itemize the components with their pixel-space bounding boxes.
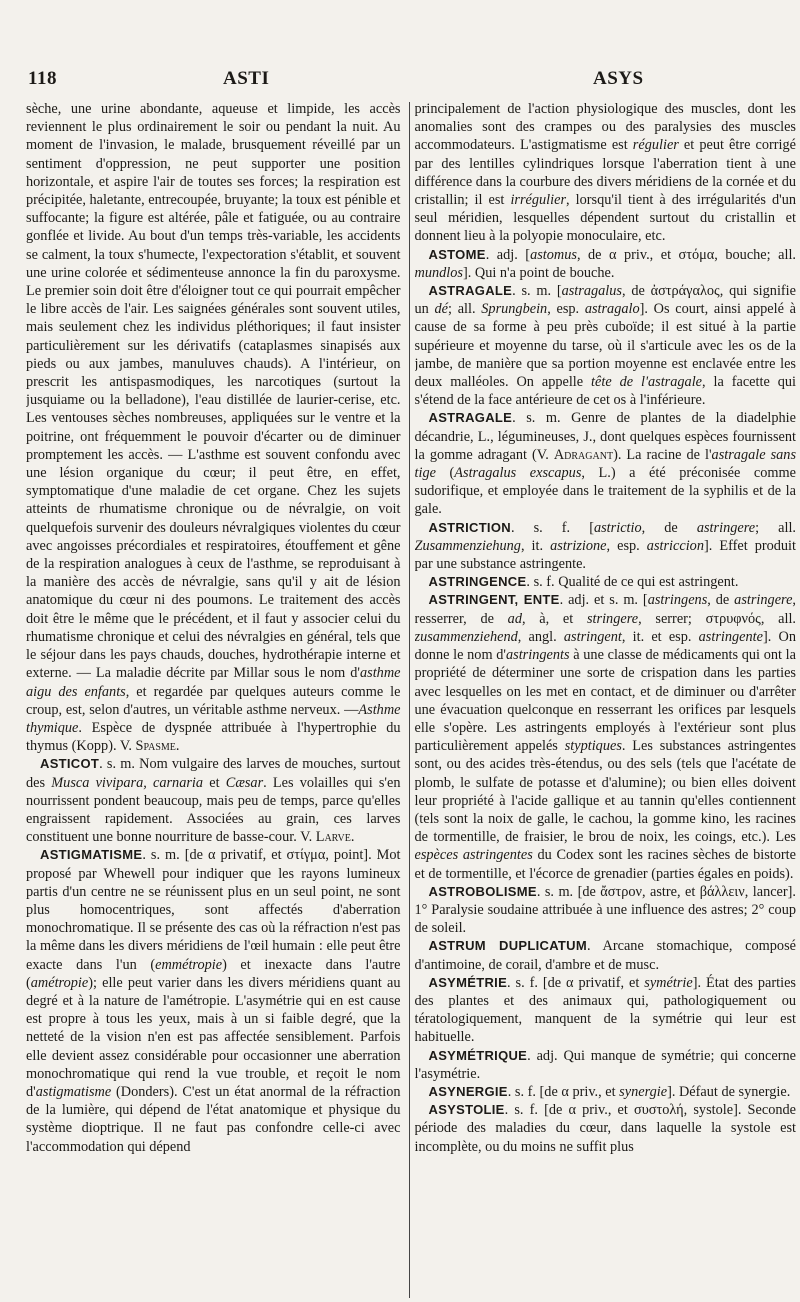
dictionary-entry — [415, 591, 797, 882]
body-text: principalement de l'action physiologique des muscles, dont les anomalies sont des crampes ou des paralysies des muscles accommodateurs. L'astigmatisme est — [414, 101, 796, 154]
headword: ASTRUM DUPLICATUM — [428, 938, 587, 954]
italic-text: astringente — [698, 628, 763, 645]
italic-text: astringents — [505, 647, 570, 664]
body-text: . Les substances astringentes sont, ou des acides très-étendus, ou des sels (tels que l'acétate de plomb, le sulfate de potasse et d'alumine); ou bien elles doivent leur propriété à l'acide gallique et au tannin qu'elles contiennent (tels sont la noix de galle, le cachou, la gomme kino, les racines de tormentille, de fraisier, le brou de noix, les coings, etc.). Les — [414, 738, 796, 846]
body-text: . Arcane stomachique, composé d'antimoine, de corail, d'ambre et de musc. — [414, 938, 796, 973]
dictionary-entry — [415, 974, 797, 1047]
italic-text: tête de l'astragale — [591, 374, 703, 391]
left-running-head: ASTI — [223, 68, 270, 89]
italic-text: irrégulier — [510, 192, 567, 209]
body-text: . adj. [ — [485, 246, 531, 263]
italic-text: zusammenziehend — [414, 628, 518, 645]
body-text: ); elle peut varier dans les divers méridiens quant au degré et à la nature de l'amétropie. L'asymétrie qui en est cause est propre à tous les yeux, mais à un si faible degré, que la netteté de la vision n'en est pas affectée sensiblement. Parfois elle devient assez considérable pour occasionner une aberration monochromatique qui rend la vue trouble, et reçoit le nom d' — [26, 974, 401, 1100]
dictionary-entry — [26, 755, 401, 846]
italic-text: astringens — [647, 592, 708, 609]
right-running-head: ASYS — [593, 68, 644, 89]
body-text: . s. f. [de α priv., et — [507, 1083, 620, 1100]
body-text: ; all. — [755, 519, 796, 536]
body-text: , la facette qui s'étend de la face antérieure de cet os à l'inférieure. — [414, 374, 796, 409]
italic-text: mundlos — [414, 264, 463, 281]
italic-text: Astragalus exscapus — [454, 465, 582, 482]
running-header — [28, 68, 786, 96]
body-text: . Espèce de dyspnée attribuée à l'hypertrophie du thymus (Kopp). V. — [26, 719, 401, 755]
page-number: 118 — [28, 68, 57, 89]
body-text: , esp. — [606, 537, 647, 554]
italic-text: astigmatisme — [35, 1083, 112, 1100]
headword: ASYNERGIE — [428, 1083, 508, 1099]
body-text: , resserrer, de — [414, 592, 796, 627]
continued-text — [26, 100, 401, 755]
body-text: . adj. Qui manque de symétrie; qui concerne l'asymétrie. — [414, 1047, 796, 1082]
body-text: , de — [641, 519, 697, 536]
body-text: , it. et esp. — [621, 628, 699, 645]
text-columns — [26, 100, 796, 1298]
dictionary-entry — [415, 1101, 797, 1156]
dictionary-entry — [415, 246, 797, 282]
italic-text: stringere — [586, 610, 639, 627]
body-text: , à, et — [521, 610, 587, 627]
italic-text: astrizione — [550, 537, 607, 554]
italic-text: astringere — [734, 592, 793, 609]
headword: ASTRICTION — [428, 519, 511, 535]
column-divider — [409, 102, 410, 1298]
body-text: et peut être corrigé par des lentilles cylindriques lorsque l'aberration tient à une différence dans la courbure des divers méridiens de la cornée et du cristallin; il est — [414, 137, 796, 209]
body-text: , et regardée par quelques auteurs comme le croup, est, selon d'autres, un véritable asthme nerveux. — — [26, 683, 401, 718]
italic-text: asthme aigu des enfants — [26, 665, 401, 700]
italic-text: astragalus — [561, 283, 622, 300]
body-text: , de α priv., et στόμα, bouche; all. — [576, 246, 796, 263]
dictionary-entry — [415, 883, 797, 938]
headword: ASTRAGALE — [428, 283, 513, 299]
italic-text: astragalo — [584, 301, 640, 318]
cross-reference: Spasme — [135, 738, 176, 755]
italic-text: Zusammenziehung — [414, 537, 521, 554]
headword: ASTROBOLISME — [428, 883, 537, 899]
body-text: ( — [435, 465, 455, 482]
body-text: , esp. — [547, 301, 585, 318]
body-text: , it. — [520, 537, 551, 554]
dictionary-entry — [415, 573, 797, 591]
italic-text: astrictio — [593, 519, 642, 536]
body-text: , lorsqu'il tient à des irrégularités d'un seul méridien, lesquelles dépendent surtout du cristallin et donnent lieu à la polyopie monoculaire, etc. — [414, 192, 796, 245]
body-text: . — [350, 829, 355, 846]
italic-text: régulier — [632, 137, 679, 154]
italic-text: dé — [434, 301, 449, 318]
body-text: . s. m. [de α privatif, et στίγμα, point]. Mot proposé par Whewell pour indiquer que les rayons lumineux partis d'un centre ne se réunissent plus en un seul point, ne sont plus homocentriques, sont affectés d'aberration monochromatique. Il se présente des cas où la réfraction n'est pas la même dans les divers méridiens de l'œil humain : elle peut être exacte dans l'un ( — [26, 847, 401, 973]
italic-text: synergie — [619, 1083, 668, 1100]
body-text: ]. On donne le nom d' — [414, 628, 796, 664]
italic-text: espèces astringentes — [414, 847, 533, 864]
body-text: ]. Effet produit par une substance astringente. — [414, 537, 796, 573]
body-text: . s. f. Qualité de ce qui est astringent. — [526, 574, 739, 591]
italic-text: Cæsar — [225, 774, 264, 791]
right-column — [415, 100, 797, 1298]
body-text: et — [203, 774, 226, 791]
dictionary-entry — [415, 1083, 797, 1101]
dictionary-entry — [415, 937, 797, 973]
body-text: ]. Défaut de synergie. — [667, 1083, 791, 1100]
body-text: . adj. et s. m. [ — [559, 592, 648, 609]
italic-text: symétrie — [644, 974, 693, 991]
body-text: . s. m. [de ἄστρον, astre, et βάλλειν, lancer]. 1° Paralysie soudaine attribuée à une influence des astres; 2° coup de soleil. — [414, 883, 796, 937]
italic-text: styptiques — [564, 738, 622, 755]
italic-text: astriccion — [646, 537, 704, 554]
headword: ASYMÉTRIQUE — [428, 1047, 528, 1063]
body-text: , de ἀστράγαλος, qui signifie un — [414, 283, 796, 318]
body-text: ). La racine de l' — [613, 446, 712, 463]
italic-text: astringent — [563, 628, 622, 645]
body-text: , L.) a été préconisée comme sudorifique, et employée dans le traitement de la syphilis et de la gale. — [414, 465, 796, 518]
headword: ASTRAGALE — [428, 410, 513, 426]
body-text: ]. Os court, ainsi appelé à cause de sa forme à peu près cuboïde; il est situé à la partie supérieure et moyenne du tarse, où il s'articule avec les os de la jambe, de manière que sa portion moyenne est enclavée entre les deux malléoles. On appelle — [414, 301, 796, 391]
body-text: . s. f. [de α privatif, et — [507, 974, 645, 991]
body-text: ) et inexacte dans l'autre ( — [26, 956, 401, 991]
body-text: . s. m. Nom vulgaire des larves de mouches, surtout des — [26, 756, 401, 791]
body-text: (Donders). C'est un état anormal de la réfraction de la lumière, qui dépend de l'état anatomique et physique du système dioptrique. Il ne faut pas confondre celle-ci avec l'accommodation qui dépend — [26, 1083, 401, 1155]
italic-text: emmétropie — [155, 956, 223, 973]
body-text: . Les volailles qui s'en nourrissent pondent beaucoup, mais peu de temps, parce qu'elles engraissent rapidement. Associées au grain, ces larves constituent une bonne nourriture de basse-cour. V. — [26, 774, 401, 846]
body-text: ]. Qui n'a point de bouche. — [462, 264, 615, 281]
dictionary-entry — [415, 519, 797, 574]
italic-text: ad — [507, 610, 522, 627]
italic-text: astringere — [696, 519, 756, 536]
italic-text: astomus — [530, 246, 577, 263]
body-text: , de — [707, 592, 735, 609]
left-column — [26, 100, 401, 1298]
headword: ASTICOT — [40, 756, 100, 772]
italic-text: Sprungbein — [481, 301, 548, 318]
headword: ASTRINGENT, ENTE — [428, 592, 560, 608]
headword: ASTOME — [428, 246, 486, 262]
dictionary-entry — [415, 1047, 797, 1083]
body-text: , serrer; στρυφνός, all. — [638, 610, 796, 627]
body-text: . s. f. [ — [510, 519, 594, 536]
dictionary-entry — [415, 409, 797, 518]
dictionary-entry — [26, 846, 401, 1155]
dictionary-entry — [415, 282, 797, 409]
cross-reference: Larve — [315, 829, 351, 846]
cross-reference: Adragant — [553, 446, 614, 463]
italic-text: astragale sans tige — [414, 446, 796, 482]
continued-text — [415, 100, 797, 246]
headword: ASYMÉTRIE — [428, 974, 508, 990]
body-text: , angl. — [517, 628, 564, 645]
body-text: sèche, une urine abondante, aqueuse et limpide, les accès reviennent le plus ordinairement le soir ou pendant la nuit. Au moment de l'invasion, le malade, brusquement réveillé par un sentiment d'oppression, ne peut supporter une position horizontale, et aspire l'air de toutes ses forces; la respiration est précipitée, haletante, entrecoupée, bruyante; la toux est pénible et suffocante; la figure est altérée, pâle et fatiguée, ou au contraire gonflée et livide. Au bout d'un temps très-variable, les accidents se calment, la toux s'humecte, l'expectoration s'établit, et souvent une urine colorée et sédimenteuse annonce la fin du paroxysme. Le premier soin doit être d'éloigner tout ce qui pourrait empêcher le libre accès de l'air. Les saignées générales sont souvent utiles, mais seulement chez les individus pléthoriques; il faut insister particulièrement sur les dérivatifs (cataplasmes sinapisés aux pieds ou aux jambes, manuluves chauds). A l'intérieur, on prescrit les antispasmodiques, les narcotiques (surtout la jusquiame ou la belladone), l'eau distillée de laurier-cerise, etc. Les ventouses sèches nombreuses, appliquées sur le ventre et la poitrine, ont fréquemment le pouvoir d'écarter ou de diminuer promptement les accès. — L'asthme est souvent confondu avec une lésion organique du cœur; il peut être, en effet, symptomatique d'une maladie de cet organe. Chez les sujets atteints de rhumatisme chronique ou de névralgie, on voit quelquefois survenir des douleurs névralgiques violentes du cœur avec angoisses précordiales et respiratoires, étouffement et gêne de la respiration analogues à ceux de l'asthme, se reproduisant à la manière des accès de névralgie, sans qu'il y ait de lésion anatomique du cœur ni des poumons. Le traitement des accès doit être le même que le précédent, et il faut y associer celui du rhumatisme chronique et celui des névralgies en général, tels que le séjour dans les pays chauds, douches, hydrothérapie interne et externe. — La maladie décrite par Millar sous le nom d' — [26, 101, 401, 682]
body-text: à une classe de médicaments qui ont la propriété de déterminer une sorte de crispation dans les parties avec lesquelles on les met en contact, et de diminuer ou d'arrêter une évacuation quelconque en resserrant les orifices par lesquels elle s'opère. Les astringents employés à l'extérieur sont plus particulièrement appelés — [414, 647, 796, 755]
body-text: ]. État des parties des plantes et des animaux qui, pathologiquement ou tératologiquement, manquent de la symétrie qui leur est habituelle. — [414, 974, 796, 1046]
headword: ASTIGMATISME — [40, 847, 143, 863]
body-text: ; all. — [448, 301, 482, 318]
body-text: . s. m. Genre de plantes de la diadelphie décandrie, L., légumineuses, J., dont quelques espèces fournissent la gomme adragant (V. — [414, 410, 796, 463]
body-text: . s. m. [ — [512, 283, 562, 300]
body-text: . s. f. [de α priv., et συστολή, systole]. Seconde période des maladies du cœur, dans laquelle la systole est incomplète, ou du moins ne suffit plus — [414, 1102, 796, 1155]
italic-text: Asthme thymique — [26, 701, 401, 736]
italic-text: Musca vivipara, carnaria — [51, 774, 204, 791]
body-text: du Codex sont les racines sèches de bistorte et de tormentille, et l'écorce de grenadier (parties égales en poids). — [414, 847, 796, 882]
body-text: . — [175, 738, 180, 755]
headword: ASTRINGENCE — [428, 574, 527, 590]
italic-text: amétropie — [30, 974, 89, 991]
headword: ASYSTOLIE — [428, 1102, 505, 1118]
